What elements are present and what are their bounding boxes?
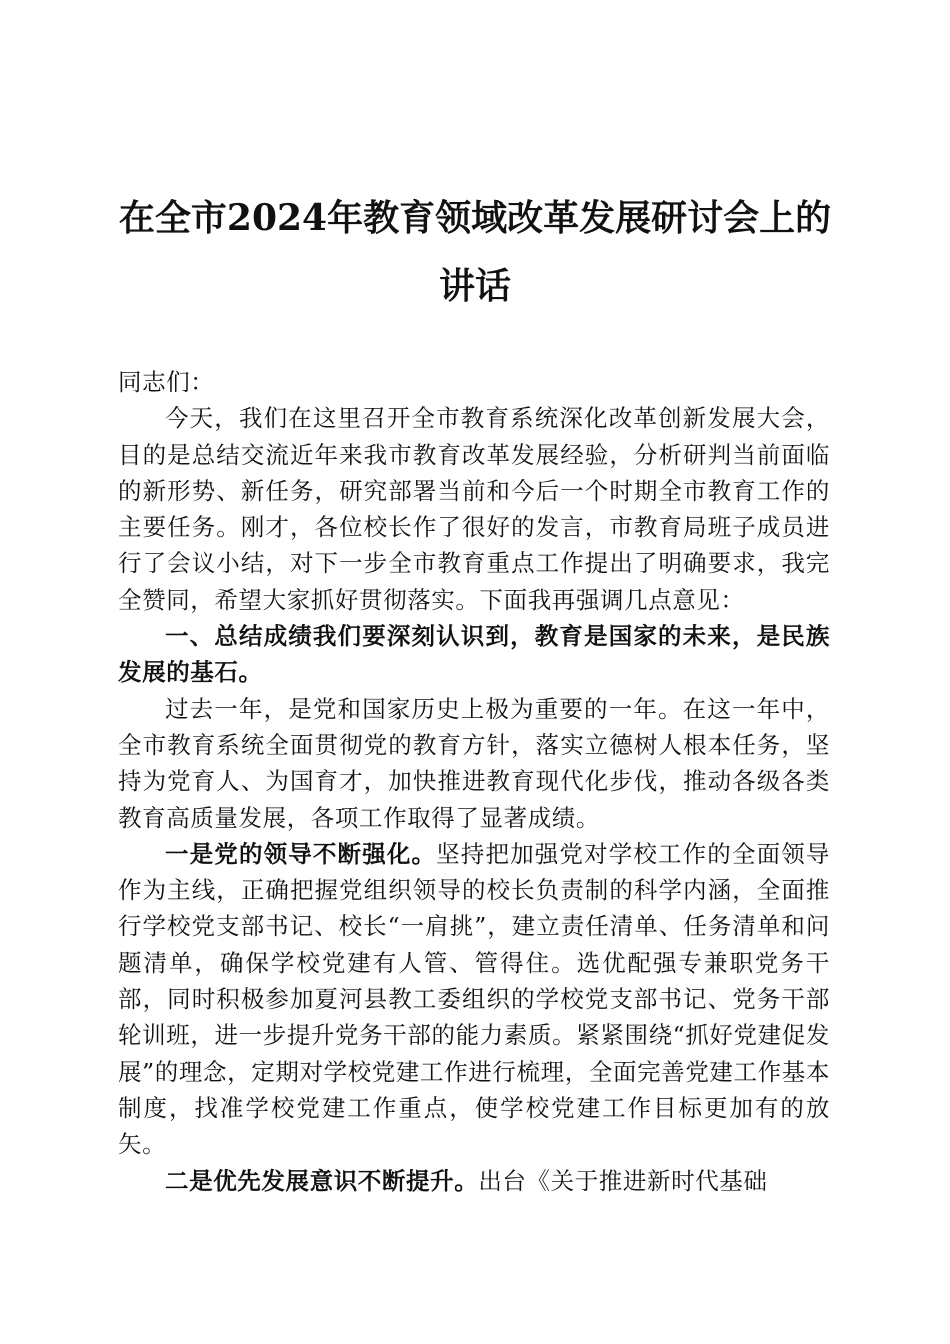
paragraph-priority-development (118, 1163, 830, 1199)
paragraph-party-leadership (118, 836, 830, 1163)
salutation: 同志们： (118, 368, 215, 396)
paragraph-lead: 二是优先发展意识不断提升。 (165, 1166, 479, 1195)
section-heading-1: 一、总结成绩我们要深刻认识到，教育是国家的未来，是民族发展的基石。 (118, 622, 830, 687)
paragraph-text: 出台《关于推进新时代基础 (478, 1166, 768, 1195)
document-body (118, 364, 830, 1199)
paragraph-text: 过去一年，是党和国家历史上极为重要的一年。在这一年中，全市教育系统全面贯彻党的教育方针，落实立德树人根本任务，坚持为党育人、为国育才，加快推进教育现代化步伐，推动各级各类教育高质量发展，各项工作取得了显著成绩。 (118, 694, 830, 832)
document-title-line-1: 在全市2024年教育领域改革发展研讨会上的 (118, 197, 832, 239)
paragraph-text: 坚持把加强党对学校工作的全面领导作为主线，正确把握党组织领导的校长负责制的科学内涵，全面推行学校党支部书记、校长“一肩挑”，建立责任清单、任务清单和问题清单，确保学校党建有人管、管得住。选优配强专兼职党务干部，同时积极参加夏河县教工委组织的学校党支部书记、党务干部轮训班，进一步提升党务干部的能力素质。紧紧围绕“抓好党建促发展”的理念，定期对学校党建工作进行梳理，全面完善党建工作基本制度，找准学校党建工作重点，使学校党建工作目标更加有的放矢。 (118, 839, 830, 1159)
paragraph-text: 今天，我们在这里召开全市教育系统深化改革创新发展大会，目的是总结交流近年来我市教育改革发展经验，分析研判当前面临的新形势、新任务，研究部署当前和今后一个时期全市教育工作的主要任务。刚才，各位校长作了很好的发言，市教育局班子成员进行了会议小结，对下一步全市教育重点工作提出了明确要求，我完全赞同，希望大家抓好贯彻落实。下面我再强调几点意见： (118, 404, 830, 614)
paragraph-past-year (118, 691, 830, 836)
document-title-line-2: 讲话 (438, 265, 511, 307)
paragraph-intro (118, 400, 830, 618)
paragraph-lead: 一是党的领导不断强化。 (165, 839, 437, 868)
